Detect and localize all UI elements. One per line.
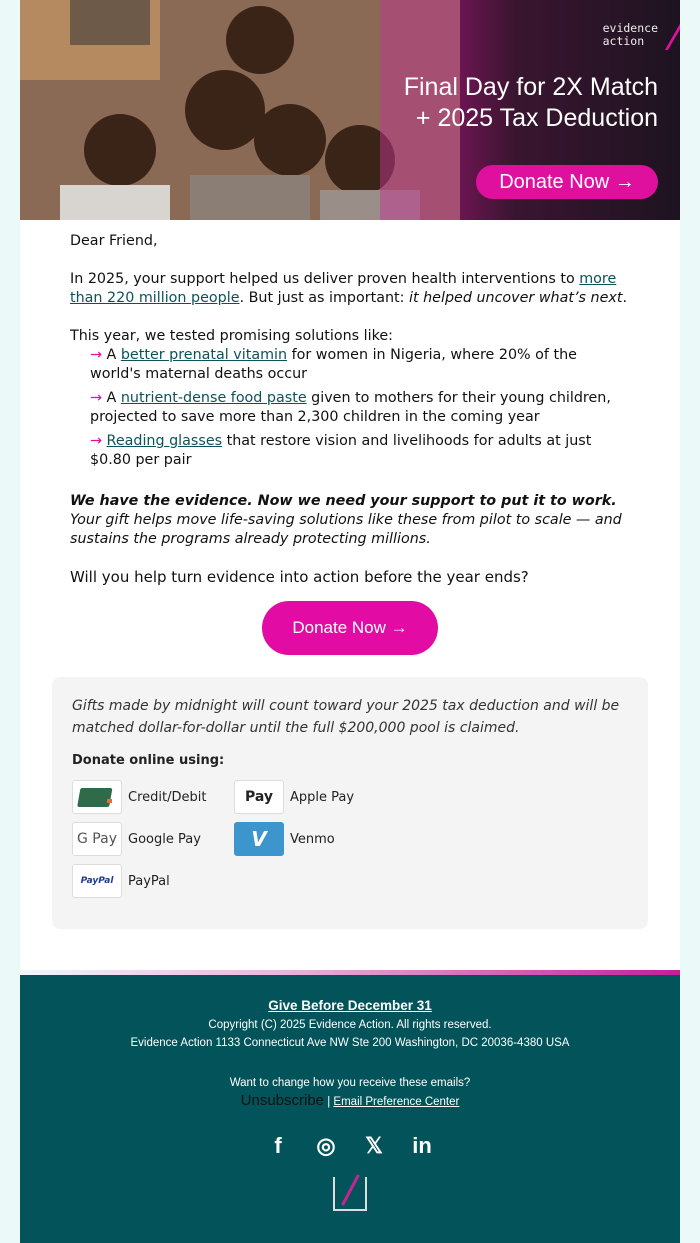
logo-text-line2: action (602, 34, 645, 48)
link-prenatal-vitamin[interactable]: better prenatal vitamin (120, 347, 288, 363)
paragraph-question: Will you help turn evidence into action before the year ends? (70, 568, 529, 586)
letter-body (20, 220, 680, 587)
venmo-icon: V (234, 822, 284, 856)
payment-label: Venmo (290, 831, 335, 847)
text: In 2025, your support helped us deliver proven health interventions to (70, 271, 580, 287)
google-pay-icon: G Pay (72, 822, 122, 856)
headline-line1: Final Day for 2X Match (403, 73, 658, 101)
email-preference-link[interactable]: Email Preference Center (333, 1096, 460, 1108)
payment-venmo[interactable] (234, 822, 394, 856)
link-reading-glasses[interactable]: Reading glasses (106, 433, 223, 449)
linkedin-icon[interactable]: in (412, 1133, 432, 1158)
payment-label: Credit/Debit (128, 789, 207, 805)
apple-pay-icon: Pay (234, 780, 284, 814)
unsubscribe-link[interactable]: Unsubscribe (240, 1092, 325, 1109)
headline-line2: + 2025 Tax Deduction (415, 104, 658, 132)
copyright: Copyright (C) 2025 Evidence Action. All rights reserved. (208, 1019, 492, 1031)
list-item (90, 346, 630, 384)
donate-online-label: Donate online using: (72, 753, 225, 768)
text: Your gift helps move life-saving solutions like these from pilot to scale — and sustains the programs already protecting millions. (70, 512, 622, 547)
gift-note: Gifts made by midnight will count toward your 2025 tax deduction and will be matched dollar-for-dollar until the full $200,000 pool is claimed. (72, 698, 620, 736)
greeting: Dear Friend, (70, 233, 158, 249)
children-photo (20, 0, 460, 220)
hero-donate-button[interactable]: Donate Now → (476, 165, 658, 199)
paragraph-tested: This year, we tested promising solutions like: (70, 328, 393, 344)
solutions-list (90, 346, 630, 470)
hero-banner (20, 0, 680, 220)
text: . (622, 290, 627, 306)
text: A (101, 347, 121, 363)
facebook-icon[interactable]: f (274, 1133, 282, 1158)
payment-methods (72, 780, 628, 898)
emphasis: it helped uncover what’s next (409, 290, 623, 306)
separator: | (324, 1096, 334, 1108)
text: that restore vision and livelihoods for adults at just $0.80 per pair (90, 433, 592, 468)
payment-apple-pay[interactable] (234, 780, 394, 814)
paypal-icon: PayPal (72, 864, 122, 898)
payment-label: Apple Pay (290, 789, 355, 805)
credit-card-icon (72, 780, 122, 814)
link-food-paste[interactable]: nutrient-dense food paste (120, 390, 307, 406)
give-before-link[interactable]: Give Before December 31 (268, 998, 432, 1013)
social-links (20, 1133, 680, 1159)
link-220-million[interactable]: more than 220 million people (70, 271, 617, 306)
donate-now-button[interactable]: Donate Now → (262, 601, 438, 655)
list-item (90, 389, 630, 427)
text: given to mothers for their young children, projected to save more than 2,300 children in the coming year (90, 390, 611, 425)
paragraph-support (70, 270, 630, 308)
paragraph-evidence (70, 492, 630, 549)
change-prompt: Want to change how you receive these emails? (229, 1077, 471, 1089)
footer-logo-icon[interactable] (333, 1177, 367, 1211)
payment-credit-debit[interactable] (72, 780, 234, 814)
instagram-icon[interactable]: ◎ (316, 1133, 336, 1158)
payment-paypal[interactable] (72, 864, 234, 898)
gift-info-box (52, 677, 648, 929)
text: . But just as important: (239, 290, 409, 306)
arrow-icon: → (90, 390, 102, 406)
evidence-action-logo[interactable] (603, 22, 658, 48)
email-container (20, 0, 680, 1243)
x-icon[interactable]: 𝕏 (365, 1133, 383, 1158)
payment-label: PayPal (128, 873, 170, 889)
hero-headline (404, 72, 658, 134)
payment-google-pay[interactable] (72, 822, 234, 856)
text: A (101, 390, 121, 406)
logo-text-line1: evidence (602, 21, 658, 35)
footer (20, 975, 680, 1243)
logo-slash-icon (665, 22, 680, 50)
arrow-icon: → (90, 433, 102, 449)
payment-label: Google Pay (128, 831, 201, 847)
bold-text: We have the evidence. Now we need your support to put it to work. (70, 493, 617, 509)
preference-links (20, 1092, 680, 1111)
list-item (90, 432, 630, 470)
text: for women in Nigeria, where 20% of the world's maternal deaths occur (90, 347, 577, 382)
address: Evidence Action 1133 Connecticut Ave NW Ste 200 Washington, DC 20036-4380 USA (130, 1037, 570, 1049)
arrow-icon: → (90, 347, 102, 363)
